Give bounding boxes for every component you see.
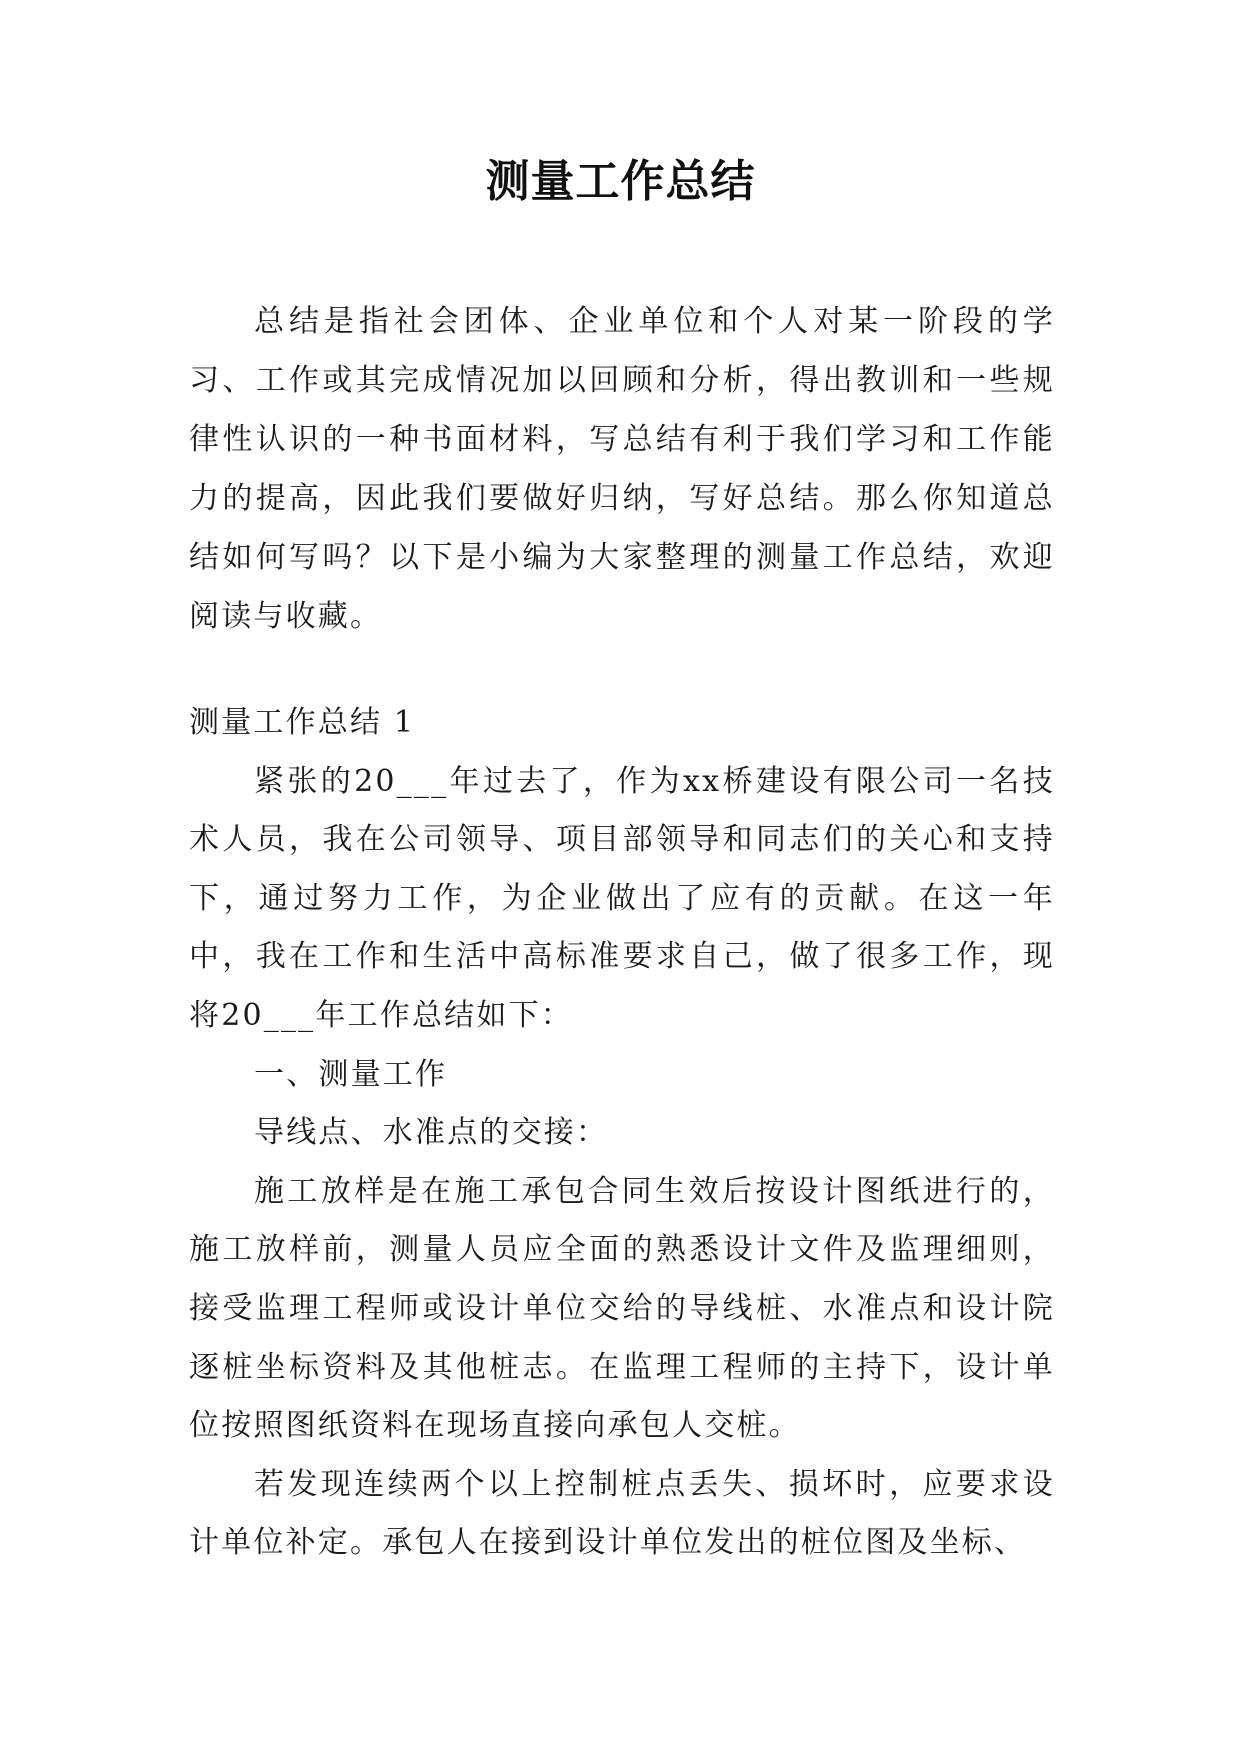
intro-paragraph: 总结是指社会团体、企业单位和个人对某一阶段的学习、工作或其完成情况加以回顾和分析，得出教训和一些规律性认识的一种书面材料，写总结有利于我们学习和工作能力的提高，因此我们要做好归纳，写好总结。那么你知道总结如何写吗？以下是小编为大家整理的测量工作总结，欢迎阅读与收藏。: [189, 304, 1055, 634]
section-heading: 测量工作总结 1: [189, 705, 416, 740]
body-paragraph: 紧张的20___年过去了，作为xx桥建设有限公司一名技术人员，我在公司领导、项目部领导和同志们的关心和支持下，通过努力工作，为企业做出了应有的贡献。在这一年中，我在工作和生活中高标准要求自己，做了很多工作，现将20___年工作总结如下：: [189, 763, 1055, 1033]
body-paragraph: 施工放样是在施工承包合同生效后按设计图纸进行的，施工放样前，测量人员应全面的熟悉设计文件及监理细则，接受监理工程师或设计单位交给的导线桩、水准点和设计院逐桩坐标资料及其他桩志。在监理工程师的主持下，设计单位按照图纸资料在现场直接向承包人交桩。: [189, 1173, 1055, 1444]
body-paragraph: 若发现连续两个以上控制桩点丢失、损坏时，应要求设计单位补定。承包人在接到设计单位发出的桩位图及坐标、: [189, 1466, 1055, 1561]
section-block: [189, 694, 1055, 1573]
document-title: 测量工作总结: [485, 156, 756, 207]
subheading-point-handover: 导线点、水准点的交接：: [254, 1115, 609, 1151]
intro-block: [189, 292, 1055, 646]
subheading-survey-work: 一、测量工作: [254, 1056, 448, 1092]
